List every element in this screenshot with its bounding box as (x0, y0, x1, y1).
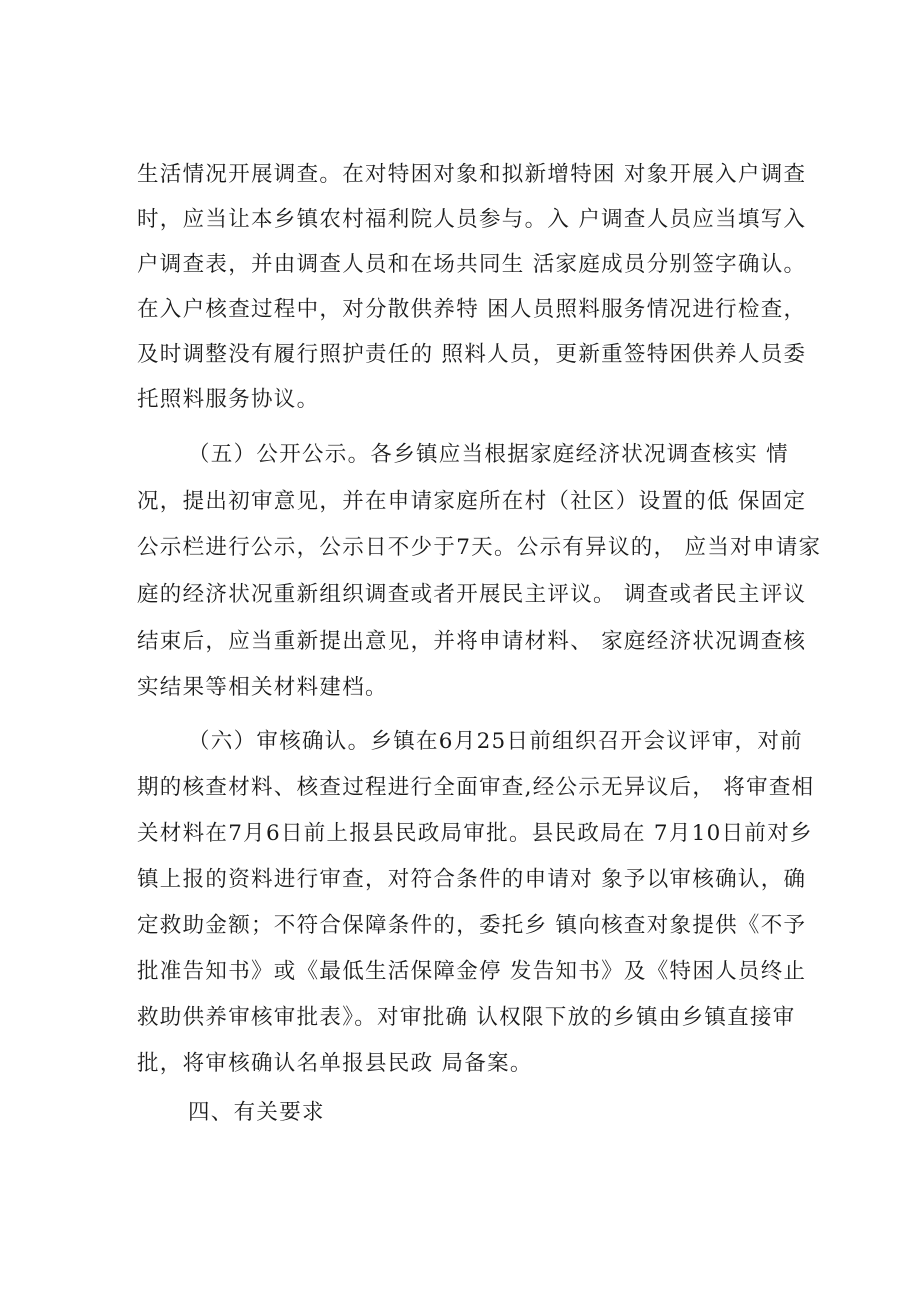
paragraph-line: 及时调整没有履行照护责任的 照料人员，更新重签特困供养人员委 (137, 342, 807, 367)
paragraph-line: 镇上报的资料进行审查，对符合条件的申请对 象予以审核确认，确 (137, 867, 807, 892)
paragraph-line: 况，提出初审意见，并在申请家庭所在村（社区）设置的低 保固定 (137, 489, 807, 514)
paragraph-line: 时，应当让本乡镇农村福利院人员参与。入 户调查人员应当填写入 (137, 207, 807, 232)
section-heading: 四、有关要求 (188, 1100, 325, 1125)
paragraph-line: （六）审核确认。乡镇在6月25日前组织召开会议评审，对前 (188, 729, 803, 754)
paragraph-line: 托照料服务协议。 (137, 387, 320, 412)
paragraph-line: 户调查表，并由调查人员和在场共同生 活家庭成员分别签字确认。 (137, 252, 807, 277)
paragraph-line: 庭的经济状况重新组织调查或者开展民主评议。 调查或者民主评议 (137, 582, 807, 607)
paragraph-line: 公示栏进行公示，公示日不少于7天。公示有异议的， 应当对申请家 (137, 535, 822, 560)
paragraph-line: 结束后，应当重新提出意见，并将申请材料、 家庭经济状况调查核 (137, 629, 807, 654)
paragraph-line: （五）公开公示。各乡镇应当根据家庭经济状况调查核实 情 (188, 442, 789, 467)
paragraph-line: 实结果等相关材料建档。 (137, 675, 388, 700)
paragraph-line: 生活情况开展调查。在对特困对象和拟新增特困 对象开展入户调查 (137, 162, 807, 187)
paragraph-line: 定救助金额；不符合保障条件的，委托乡 镇向核查对象提供《不予 (137, 913, 807, 938)
paragraph-line: 批，将审核确认名单报县民政 局备案。 (137, 1051, 533, 1076)
paragraph-line: 关材料在7月6日前上报县民政局审批。县民政局在 7月10日前对乡 (137, 821, 813, 846)
paragraph-line: 救助供养审核审批表》。对审批确 认权限下放的乡镇由乡镇直接审 (137, 1005, 796, 1030)
paragraph-line: 批准告知书》或《最低生活保障金停 发告知书》及《特困人员终止 (137, 959, 807, 984)
paragraph-line: 在入户核查过程中，对分散供养特 困人员照料服务情况进行检查， (137, 297, 807, 322)
paragraph-line: 期的核查材料、核查过程进行全面审查,经公示无异议后， 将审查相 (137, 775, 815, 800)
